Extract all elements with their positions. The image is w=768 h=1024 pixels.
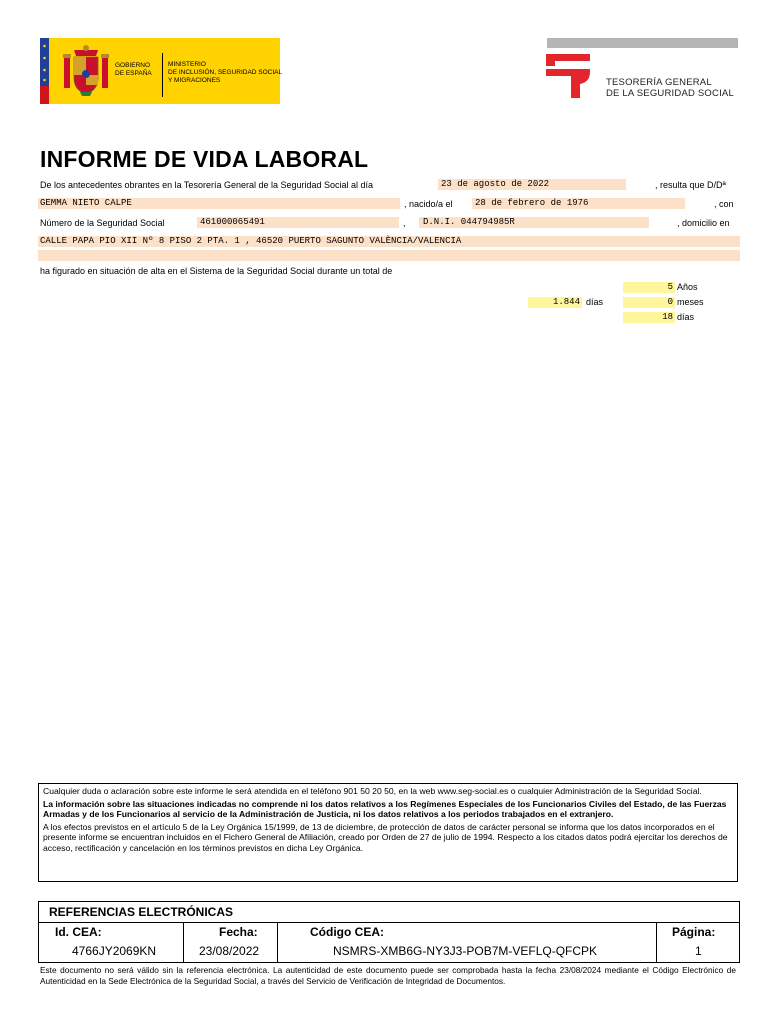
- dni-field: D.N.I. 044794985R: [419, 217, 649, 228]
- fecha-value: 23/08/2022: [199, 944, 260, 958]
- tgss-name: TESORERÍA GENERAL DE LA SEGURIDAD SOCIAL: [606, 77, 734, 99]
- years-label: Años: [677, 282, 698, 292]
- con-label: , con: [714, 199, 734, 209]
- ministerio-text: MINISTERIO DE INCLUSIÓN, SEGURIDAD SOCIAL Y MIGRACIONES: [168, 61, 283, 84]
- page-title: INFORME DE VIDA LABORAL: [40, 146, 369, 172]
- domicilio-label: , domicilio en: [677, 218, 730, 228]
- comma: ,: [403, 218, 406, 228]
- report-date-field: 23 de agosto de 2022: [438, 179, 626, 190]
- days-field: 18: [623, 312, 675, 323]
- resulta-label: , resulta que D/Dª: [655, 180, 726, 190]
- info-notice-box: [38, 783, 738, 882]
- references-divider: [39, 922, 739, 923]
- logo-divider: [162, 53, 163, 97]
- info-paragraph-contact: Cualquier duda o aclaración sobre este informe le será atendida en el teléfono 901 50 20 50, en la web www.seg-social.es o cualquier Administración de la Seguridad Social.: [43, 786, 702, 796]
- total-days-field: 1.844: [528, 297, 582, 308]
- codigo-cea-label: Código CEA:: [310, 925, 384, 939]
- info-paragraph-lopd: A los efectos previstos en el artículo 5 de la Ley Orgánica 15/1999, de 13 de diciembre, de protección de datos de carácter personal se informa que los datos incorporados en el presente informe se encuentran incluidos en el Fichero General de Afiliación, creado por Orden de 27 de julio de 1994. Respecto a los citados datos podrá ejercitar los derechos de acceso, rectificación y cancelación en los términos previstos en dicha Ley Orgánica.: [43, 821, 728, 853]
- electronic-references-box: [38, 901, 740, 963]
- nss-field: 461000065491: [197, 217, 399, 228]
- total-days-label: días: [586, 297, 604, 307]
- nacido-label: , nacido/a el: [404, 199, 453, 209]
- pagina-value: 1: [695, 944, 702, 958]
- references-title: REFERENCIAS ELECTRÓNICAS: [49, 905, 234, 919]
- fecha-label: Fecha:: [219, 925, 258, 939]
- gobierno-text: GOBIERNO DE ESPAÑA: [115, 62, 152, 77]
- months-label: meses: [677, 297, 704, 307]
- red-strip: [40, 86, 49, 104]
- references-col-divider: [183, 922, 184, 963]
- intro-label: De los antecedentes obrantes en la Tesorería General de la Seguridad Social al día: [40, 180, 374, 190]
- days-label: días: [677, 312, 695, 322]
- id-cea-value: 4766JY2069KN: [72, 944, 157, 958]
- references-col-divider: [656, 922, 657, 963]
- months-field: 0: [623, 297, 675, 308]
- codigo-cea-value: NSMRS-XMB6G-NY3J3-POB7M-VEFLQ-QFCPK: [333, 944, 598, 958]
- tgss-grey-bar: [547, 38, 738, 48]
- footer-note: Este documento no será válido sin la referencia electrónica. La autenticidad de este documento puede ser comprobada hasta la fecha 23/08/2024 mediante el Código Electrónico de Autenticidad en la Sede Electrónica de la Seguridad Social, a través del Servicio de Verificación de Integridad de Documentos.: [40, 965, 736, 986]
- full-name-field: GEMMA NIETO CALPE: [38, 198, 400, 209]
- birth-date-field: 28 de febrero de 1976: [472, 198, 685, 209]
- info-paragraph-scope: La información sobre las situaciones indicadas no comprende ni los datos relativos a los Regímenes Especiales de los Funcionarios Civiles del Estado, de las Fuerzas Armadas y de los Funcionarios al servicio de la Administración de Justicia, ni los datos relativos a los periodos trabajados en el extranjero.: [43, 798, 727, 820]
- years-field: 5: [623, 282, 675, 293]
- id-cea-label: Id. CEA:: [55, 925, 102, 939]
- address-field: CALLE PAPA PIO XII Nº 8 PISO 2 PTA. 1 , 46520 PUERTO SAGUNTO VALÈNCIA/VALENCIA: [38, 236, 740, 247]
- nss-label: Número de la Seguridad Social: [40, 218, 165, 228]
- address-field-line2: [38, 250, 740, 261]
- references-col-divider: [277, 922, 278, 963]
- alta-label: ha figurado en situación de alta en el Sistema de la Seguridad Social durante un total de: [40, 266, 393, 276]
- coat-of-arms-icon: [60, 44, 112, 98]
- pagina-label: Página:: [672, 925, 716, 939]
- tgss-logo-icon: [546, 52, 592, 98]
